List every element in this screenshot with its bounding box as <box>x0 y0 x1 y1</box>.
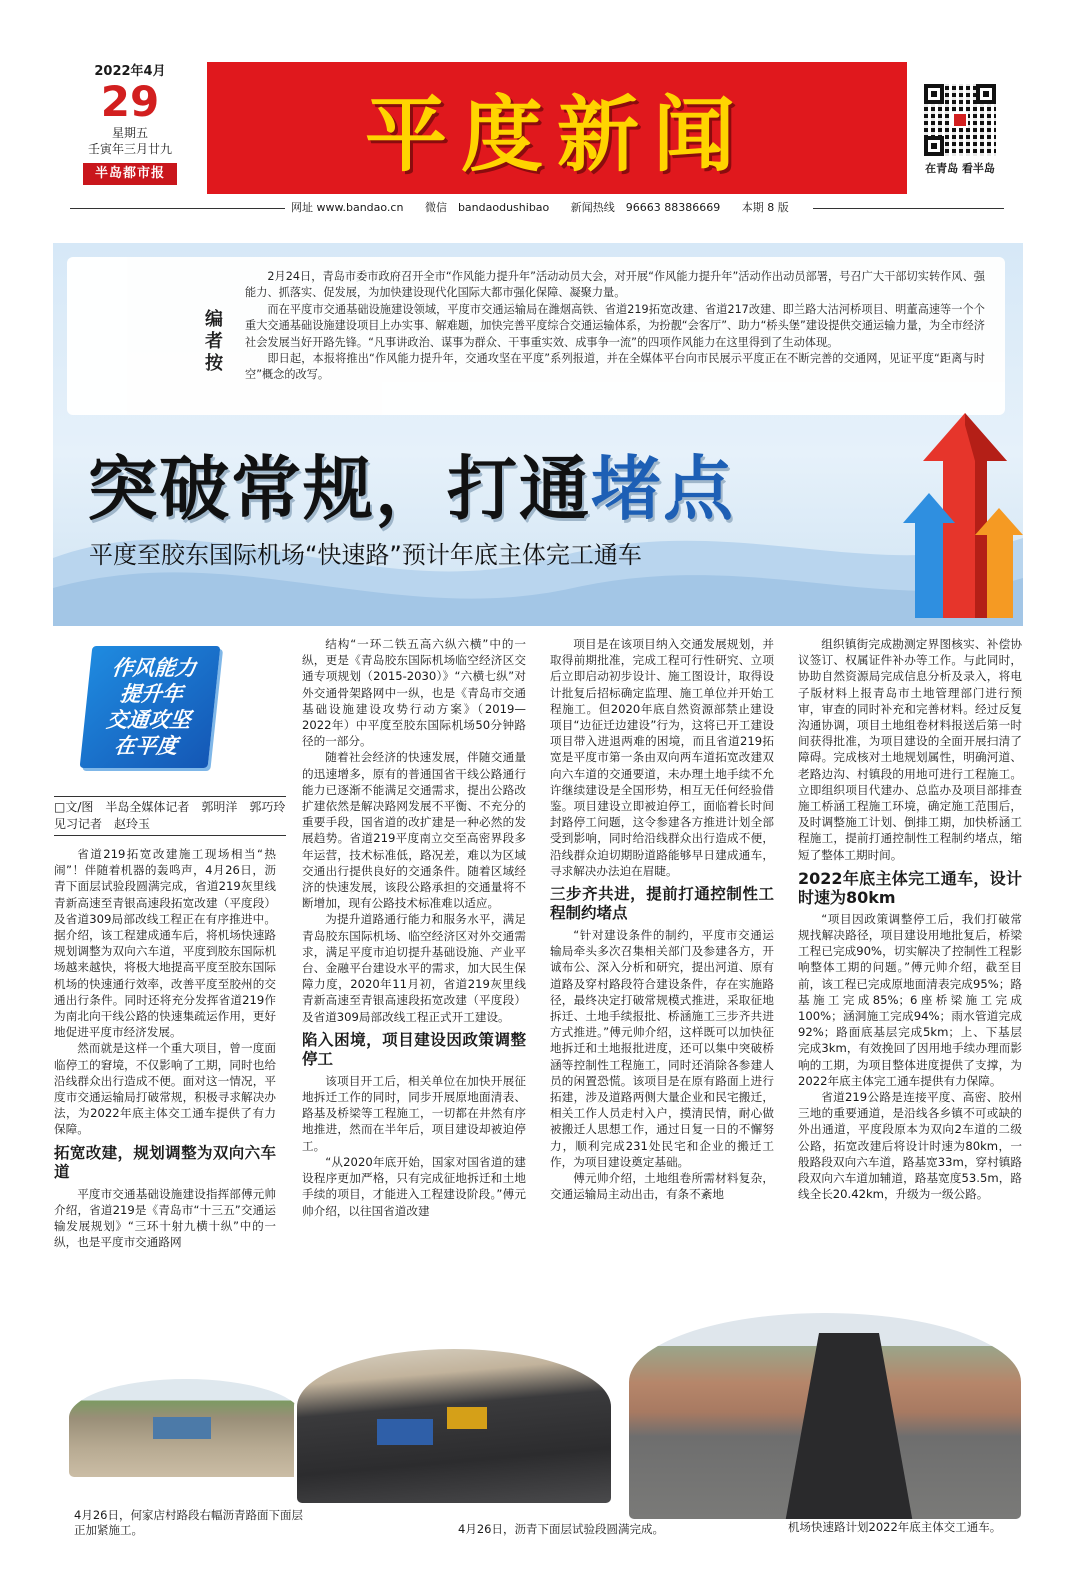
section-title: 平度新闻 <box>364 87 749 183</box>
issue-day: 29 <box>100 77 160 126</box>
photo-paving-test-section <box>294 1346 614 1506</box>
article-paragraph: 项目是在该项目纳入交通发展规划，并取得前期批准，完成工程可行性研究、立项后立即启动初步设计、施工图设计，取得设计批复后招标确定监理、施工单位并开始工程施工。但2020年底自然资源部禁止建设项目“边征迁边建设”行为，这将已开工建设项目带入进退两难的困境，而且省道219拓宽是平度市第一条由双向两车道拓宽改建双向六车道的交通要道，未办理土地手续不允许继续建设是全国形势，相互无任何经验借鉴。项目建设立即被迫停工，面临着长时间封路停工问题，这令参建各方推进计划全部受到影响，同时给沿线群众出行造成不便，沿线群众迫切期盼道路能够早日建成通车，寻求解决办法迫在眉睫。 <box>550 637 774 878</box>
article-column-4 <box>798 636 1022 1276</box>
article-column-2 <box>302 636 526 1276</box>
photo-caption-1: 4月26日，何家店村路段右幅沥青路面下面层正加紧施工。 <box>74 1508 303 1537</box>
article-subheading: 拓宽改建，规划调整为双向六车道 <box>54 1143 276 1181</box>
article-paragraph: 省道219公路是连接平度、高密、胶州三地的重要通道，是沿线各乡镇不可或缺的外出通道，平度段原本为双向2车道的二级公路，拓宽改建后将设计时速为80km，一般路段双向六车道，路基宽33m，穿村镇路段双向六车道加辅道，路基宽度53.5m，路线全长20.42km，升级为一级公路。 <box>798 1090 1022 1202</box>
editor-note-text <box>245 269 985 384</box>
badge-line: 提升年 <box>118 682 185 706</box>
article-paragraph: 平度市交通基础设施建设指挥部傅元帅介绍，省道219是《青岛市“十三五”交通运输发展规划》“三环十射九横十纵”中的一纵，也是平度市交通路网 <box>54 1186 276 1250</box>
article-subheading: 2022年底主体完工通车，设计时速为80km <box>798 868 1022 907</box>
series-badge <box>80 646 221 768</box>
sub-headline: 平度至胶东国际机场“快速路”预计年底主体完工通车 <box>89 541 642 569</box>
photo-caption-3: 机场快速路计划2022年底主体交工通车。 <box>788 1520 1002 1534</box>
headline-part2: 堵点 <box>591 448 735 530</box>
date-block <box>78 60 182 185</box>
main-headline <box>87 433 735 534</box>
article-paragraph: “从2020年底开始，国家对国省道的建设程序更加严格，只有完成征地拆迁和土地手续的项目，才能进入工程建设阶段。”傅元帅介绍，以往国省道改建 <box>302 1154 526 1218</box>
qr-block <box>918 84 1002 176</box>
badge-line: 作风能力 <box>110 656 198 680</box>
editor-note-paragraph: 而在平度市交通基础设施建设领域，平度市交通运输局在潍烟高铁、省道219拓宽改建、省道217改建、即兰路大沽河桥项目、明董高速等一个个重大交通基础设施建设项目上办实事、解难题，加快完善平度综合交通运输体系，为扮靓“会客厅”、助力“桥头堡”建设提供交通运输力量，为全市经济社会发展当好开路先锋。“凡事讲政治、谋事为群众、干事重实效、成事争一流”的四项作风能力在这里得到了生动体现。 <box>245 302 985 349</box>
website-link[interactable]: 网址 www.bandao.cn <box>291 201 404 214</box>
page-count: 本期 8 版 <box>741 201 789 214</box>
issue-lunar-date: 壬寅年三月廿九 <box>87 142 172 156</box>
news-hotline: 新闻热线 96663 88386669 <box>570 201 721 214</box>
badge-line: 在平度 <box>113 734 179 758</box>
issue-weekday: 星期五 <box>111 126 148 140</box>
newspaper-logo: 半岛都市报 <box>83 163 177 185</box>
editor-note-label: 编者按 <box>205 309 223 374</box>
byline: □文/图 半岛全媒体记者 郭明洋 郭巧玲 见习记者 赵玲玉 <box>54 796 286 836</box>
editor-note-paragraph: 2月24日，青岛市委市政府召开全市“作风能力提升年”活动动员大会，对开展“作风能力提升年”活动作出动员部署，号召广大干部切实转作风、强能力、抓落实、促发展，为加快建设现代化国际大都市强化保障、凝聚力量。 <box>245 270 985 300</box>
article-paragraph: 傅元帅介绍，土地组卷所需材料复杂，交通运输局主动出击，有条不紊地 <box>550 1171 774 1202</box>
article-subheading: 三步齐共进，提前打通控制性工程制约堵点 <box>550 885 774 923</box>
badge-line: 交通攻坚 <box>105 708 192 732</box>
article-paragraph: “针对建设条件的制约，平度市交通运输局牵头多次召集相关部门及参建各方，开诚布公、深入分析和研究，提出河道、原有道路及穿村路段符合建设条件，存在实施路径，最终决定打破常规模式推进，采取征地拆迁、土地手续报批、桥涵施工三步齐共进方式推进。”傅元帅介绍，这样既可以加快征地拆迁和土地报批进度，还可以集中突破桥涵等控制性工程施工，同时还消除各参建人员的闲置恐慌。该项目是在原有路面上进行拓建，涉及道路两侧大量企业和民宅搬迁，相关工作人员走村入户，摸清民情，耐心做被搬迁人思想工作，通过日复一日的不懈努力，顺利完成231处民宅和企业的搬迁工作，为项目建设奠定基础。 <box>550 928 774 1169</box>
rising-arrows-icon <box>903 413 1023 618</box>
qr-caption: 在青岛 看半岛 <box>925 162 995 175</box>
section-banner <box>207 62 907 194</box>
article-subheading: 陷入困境，项目建设因政策调整停工 <box>302 1030 526 1068</box>
qr-code-icon[interactable] <box>924 84 996 156</box>
hero-section <box>53 243 1023 626</box>
photo-expressway-aerial <box>626 1310 1024 1522</box>
headline-part1: 突破常规，打通 <box>87 448 591 530</box>
masthead-info-line <box>285 199 813 215</box>
article-paragraph: 然而就是这样一个重大项目，曾一度面临停工的窘境，不仅影响了工期，同时也给沿线群众出行造成不便。面对这一情况，平度市交通运输局打破常规，积极寻求解决办法，为2022年底主体交工通车提供了有力保障。 <box>54 1041 276 1137</box>
article-column-1 <box>54 846 276 1276</box>
article-paragraph: 该项目开工后，相关单位在加快开展征地拆迁工作的同时，同步开展原地面清表、路基及桥梁等工程施工，一切都在井然有序地推进，然而在半年后，项目建设却被迫停工。 <box>302 1073 526 1153</box>
article-paragraph: 为提升道路通行能力和服务水平，满足青岛胶东国际机场、临空经济区对外交通需求，满足平度市迫切提升基础设施、产业平台、金融平台建设水平的需求，加大民生保障力度，2020年11月初，省道219灰里线青新高速至青银高速段拓宽改建（平度段）及省道309局部改线工程正式开工建设。 <box>302 912 526 1024</box>
article-paragraph: 随着社会经济的快速发展，伴随交通量的迅速增多，原有的普通国省干线公路通行能力已逐渐不能满足交通需求，提出公路改扩建依然是解决路网发展不平衡、不充分的重要手段，国省道的改扩建是一种必然的发展趋势。省道219平度南立交至高密界段多年运营，技术标准低，路况差，难以为区域交通出行提供良好的交通条件。随着区域经济的快速发展，该段公路承担的交通量将不断增加，现有公路技术标准难以适应。 <box>302 750 526 911</box>
article-paragraph: 组织镇街完成勘测定界图核实、补偿协议签订、权属证件补办等工作。与此同时，协助自然资源局完成信息分析及录入，将电子版材料上报青岛市土地管理部门进行预审，审查的同时补充和完善材料。经过反复沟通协调，项目土地组卷材料报送后第一时间获得批准，为项目建设的全面开展扫清了障碍。完成核对土地规划属性，明确河道、老路边沟、村镇段的用地可进行工程施工。立即组织项目代建办、总监办及项目部排查施工桥涵工程施工环境，确定施工范围后，及时调整施工计划、倒排工期，加快桥涵工程施工，提前打通控制性工程制约堵点，缩短了整体工期时间。 <box>798 637 1022 862</box>
article-paragraph: 结构“一环二铁五高六纵六横”中的一纵，更是《青岛胶东国际机场临空经济区交通专项规划（2015-2030）》“六横七纵”对外交通骨架路网中一纵，也是《青岛市交通基础设施建设攻势行动方案》（2019—2022年）中平度至胶东国际机场50分钟路径的一部分。 <box>302 637 526 749</box>
photo-paving-left <box>66 1376 306 1480</box>
editor-note-paragraph: 即日起，本报将推出“作风能力提升年，交通攻坚在平度”系列报道，并在全媒体平台向市民展示平度正在不断完善的交通网，见证平度“距离与时空”概念的改写。 <box>245 352 985 382</box>
article-paragraph: 省道219拓宽改建施工现场相当“热闹”！伴随着机器的轰鸣声，4月26日，沥青下面层试验段圆满完成，省道219灰里线青新高速至青银高速段拓宽改建（平度段）及省道309局部改线工程正在有序推进中。据介绍，该工程建成通车后，将机场快速路规划调整为双向六车道，平度到胶东国际机场越来越快，将极大地提高平度至胶东国际机场的快速通行效率，改善平度至胶州的交通出行条件。同时还将充分发挥省道219作为南北向干线公路的快速集疏运作用，更好地促进平度市经济发展。 <box>54 847 276 1040</box>
editor-note-box <box>67 257 1005 415</box>
issue-year-month: 2022年4月 <box>94 64 166 79</box>
wechat-id: 微信 bandaodushibao <box>424 201 550 214</box>
photo-caption-2: 4月26日，沥青下面层试验段圆满完成。 <box>458 1522 664 1536</box>
article-column-3 <box>550 636 774 1276</box>
article-paragraph: “项目因政策调整停工后，我们打破常规找解决路径，项目建设用地批复后，桥梁工程已完成90%，切实解决了控制性工程影响整体工期的问题。”傅元帅介绍，截至目前，该工程已完成原地面清表完成95%；路基施工完成85%；6座桥梁施工完成100%；涵洞施工完成94%；雨水管道完成92%；路面底基层完成5km；上、下基层完成3km，有效挽回了因用地手续办理而影响的工期，为项目整体进度提供了支撑，为2022年底主体完工通车提供有力保障。 <box>798 911 1022 1088</box>
